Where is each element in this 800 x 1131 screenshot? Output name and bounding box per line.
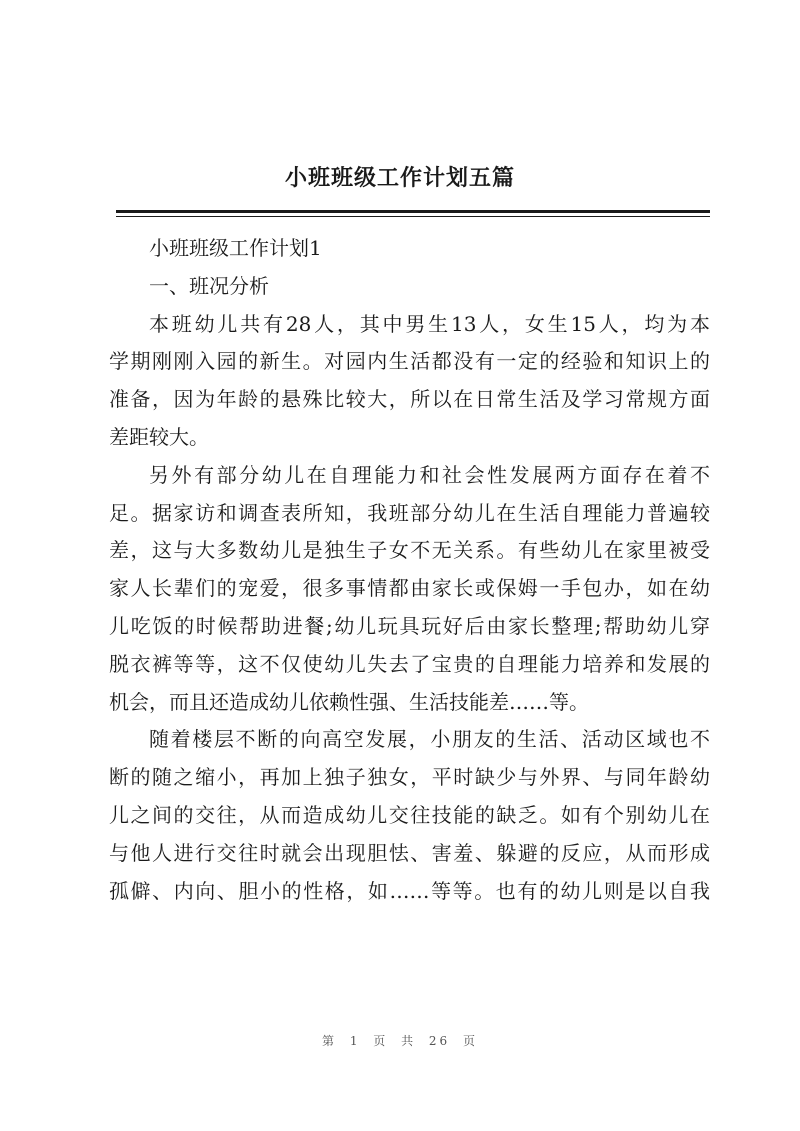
title-divider-thick <box>116 210 710 213</box>
text-line: 孤僻、内向、胆小的性格，如……等等。也有的幼儿则是以自我 <box>109 878 710 903</box>
text-line: 脱衣裤等等，这不仅使幼儿失去了宝贵的自理能力培养和发展的 <box>109 651 710 676</box>
text-line: 另外有部分幼儿在自理能力和社会性发展两方面存在着不 <box>149 462 710 487</box>
text-line: 足。据家访和调查表所知，我班部分幼儿在生活自理能力普遍较 <box>109 500 710 525</box>
title-divider-thin <box>116 216 710 217</box>
text-line: 本班幼儿共有28人，其中男生13人，女生15人，均为本 <box>149 311 710 336</box>
document-title: 小班班级工作计划五篇 <box>284 165 515 191</box>
text-line: 断的随之缩小，再加上独子独女，平时缺少与外界、与同年龄幼 <box>109 765 710 790</box>
text-line: 一、班况分析 <box>149 273 269 298</box>
text-line: 差距较大。 <box>109 424 209 449</box>
text-line: 家人长辈们的宠爱，很多事情都由家长或保姆一手包办，如在幼 <box>109 576 710 601</box>
text-line: 差，这与大多数幼儿是独生子女不无关系。有些幼儿在家里被受 <box>109 538 710 563</box>
text-line: 准备，因为年龄的悬殊比较大，所以在日常生活及学习常规方面 <box>109 387 710 412</box>
text-line: 儿吃饭的时候帮助进餐;幼儿玩具玩好后由家长整理;帮助幼儿穿 <box>109 613 710 638</box>
page-footer: 第 1 页 共 26 页 <box>322 1034 478 1048</box>
text-line: 随着楼层不断的向高空发展，小朋友的生活、活动区域也不 <box>149 727 710 752</box>
document-body <box>109 230 710 910</box>
text-line: 与他人进行交往时就会出现胆怯、害羞、躲避的反应，从而形成 <box>109 840 710 865</box>
text-line: 学期刚刚入园的新生。对园内生活都没有一定的经验和知识上的 <box>109 349 710 374</box>
text-line: 小班班级工作计划1 <box>149 236 322 260</box>
text-line: 儿之间的交往，从而造成幼儿交往技能的缺乏。如有个别幼儿在 <box>109 802 710 827</box>
text-line: 机会，而且还造成幼儿依赖性强、生活技能差……等。 <box>109 689 589 714</box>
